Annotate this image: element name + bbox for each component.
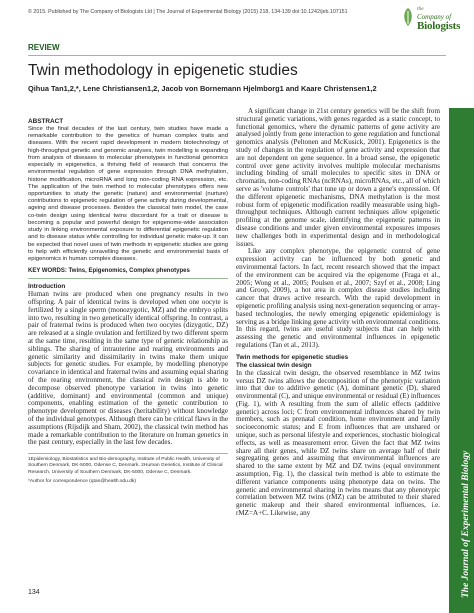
affiliations-footnote: 1Epidemiology, Biostatistics and Bio-demography, Institute of Public Health, University of Southern Denmark, DK-5000, Odense C, Denmark. 2Human Genetics, Institute of Clinical Research, University of Southern Denmark, DK-5000, Odense C, Denmark.: [28, 457, 223, 475]
left-column: [28, 108, 228, 485]
logo-biologists: Biologists: [417, 20, 461, 32]
keywords-divider: [28, 278, 228, 279]
logo-the: the: [417, 6, 424, 12]
author-list: Qihua Tan1,2,*, Lene Christiansen1,2, Jacob von Bornemann Hjelmborg1 and Kaare Christensen1,2: [28, 84, 377, 93]
introduction-heading: Introduction: [28, 283, 66, 291]
page-number: 134: [28, 589, 40, 596]
section-heading-twin-methods: Twin methods for epigenetic studies: [236, 353, 349, 361]
sidebar-journal-name: The Journal of Experimental Biology: [461, 450, 471, 598]
logo-mark-icon: [400, 6, 416, 28]
footnote-divider: [28, 453, 228, 454]
body-paragraph-3: In the classical twin design, the observed resemblance in MZ twins versus DZ twins allows the decomposition of the phenotypic variation into that due to additive genetic (A), dominant genetic (D), shared environmental (C), and unique environmental or residual (E) influences (Fig. 1), with A resulting from the sum of allelic effects (additive genetic) across loci; C from environmental influences shared by twin members, such as prenatal condition, home environment and family socioeconomic status; and E from influences that are unshared or unique, such as personal lifestyle and experiences, stochastic biological effects, as well as measurement error. Given the fact that MZ twins share all their genes, while DZ twins share on average half of their segregating genes and assuming that environmental influences are shared to the same extent by MZ and DZ twins (equal environment assumption, Fig. 1), the classical twin method is able to estimate the different variance components using phenotype data on twins. The genetic and environmental sharing in twins means that any phenotypic correlation between MZ twins (rMZ) can be attributed to their shared genetic makeup and their shared environmental influences, i.e. rMZ=A+C. Likewise, any: [236, 368, 440, 518]
company-of-biologists-logo[interactable]: [400, 2, 460, 36]
keywords: KEY WORDS: Twins, Epigenomics, Complex phenotypes: [28, 268, 190, 275]
body-paragraph-1: A significant change in 21st century genetics will be the shift from structural genetic variations, with genes regarded as a static concept, to functional genomics, where the dynamic patterns of gene activity are analysed jointly from gene interaction to gene regulation and functional genomics analysis (Peltonen and McKusick, 2001). Epigenetics is the study of changes in the regulation of gene activity and expression that are not dependent on gene sequence. In a broad sense, the epigenetic control over gene activity involves multiple molecular mechanisms including binding of small molecules to specific sites in DNA or chromatin, non-coding RNAs (ncRNAs), microRNAs, etc., all of which serve as 'volume controls' that tune up or down a gene's expression. Of the different epigenetic mechanisms, DNA methylation is the most robust form of epigenetic modification readily measurable using high-throughput techniques. Although current techniques allow epigenetic profiling at the genome scale, identifying the epigenetic patterns in disease conditions and under given environmental exposures imposes new challenges both in experimental design and in methodological issues.: [236, 107, 440, 248]
introduction-text: Human twins are produced when one pregnancy results in two offspring. A pair of identical twins is developed when one oocyte is fertilized by a single sperm (monozygotic, MZ) and the embryo splits into two, resulting in two genetically identical offspring. In contrast, a pair of fraternal twins is produced when two oocytes (dizygotic, DZ) are released at a single ovulation and fertilized by two different sperm at the same time, resulting in the same type of genetic relationship as siblings. The sharing of intrauterine and rearing environments and genetic similarity and dissimilarity in twins make them unique subjects for genetic studies. For example, by modelling phenotype covariance in identical and fraternal twins and assuming equal sharing of the rearing environment, the classical twin design is able to decompose observed phenotype variation in twins into genetic (additive, dominant) and environmental (common and unique) components, enabling estimation of the genetic contribution to phenotype development or diseases (heritability) without knowledge of the individual genotypes. Although there can be critical flaws in the assumptions (Rijsdijk and Sham, 2002), the classical twin method has made a remarkable contribution to the literature on human genetics in the past century, especially in the last few decades.: [28, 290, 228, 447]
article-title: Twin methodology in epigenetic studies: [28, 62, 298, 79]
abstract-heading: ABSTRACT: [28, 118, 64, 125]
correspondence-footnote[interactable]: *Author for correspondence (qtan@health.sdu.dk): [28, 478, 137, 484]
right-column: [236, 108, 440, 518]
body-paragraph-2: Like any complex phenotype, the epigenetic control of gene expression activity can be influenced by both genetic and environmental factors. In fact, recent research showed that the impact of the environment can be acquired via the epigenome (Fraga et al., 2005; Wong et al., 2005; Poulsen et al., 2007; Szyf et al., 2008; Ling and Groop, 2009), a hot area in complex disease studies including cancer that draws active research. With the rapid development in epigenetic profiling analysis using next-generation sequencing or array-based technologies, the newly emerging epigenetic epidemiology is serving as a bridge linking gene activity with environmental conditions. In this regard, twins are useful study subjects that can help with assessing the genetic and environmental influences in epigenetic regulations (Tan et al., 2013).: [236, 247, 440, 349]
subsection-heading-classical: The classical twin design: [236, 361, 312, 369]
journal-header: © 2015. Published by The Company of Biologists Ltd | The Journal of Experimental Biology (2015) 218, 134-139 doi:10.1242/jeb.107151: [28, 9, 348, 15]
abstract-text: Since the final decades of the last century, twin studies have made a remarkable contribution to the genetics of human complex traits and diseases. With the recent rapid development in modern biotechnology of high-throughput genetic and genomic analyses, twin modelling is expanding from analysis of diseases to molecular phenotypes in functional genomics especially in epigenetics, a thriving field of research that concerns the environmental regulation of gene expression through DNA methylation, histone modification, microRNA and long non-coding RNA expression, etc. The application of the twin method to molecular phenotypes offers new opportunities to study the genetic (nature) and environmental (nurture) contributions to epigenetic regulation of gene activity during developmental, ageing and disease processes. Besides the classical twin model, the case co-twin design using identical twins discordant for a trait or disease is becoming a popular and powerful design for epigenome-wide association study in linking environmental exposure to differential epigenetic regulation and to disease status while controlling for individual genetic make-up. It can be expected that novel uses of twin methods in epigenetic studies are going to help with efficiently unravelling the genetic and environmental basis of epigenomics in human complex diseases.: [28, 126, 228, 262]
journal-sidebar: [449, 108, 474, 613]
header-divider: [28, 55, 446, 56]
section-tag: REVIEW: [28, 43, 60, 52]
logo-company: Company of: [417, 13, 452, 21]
